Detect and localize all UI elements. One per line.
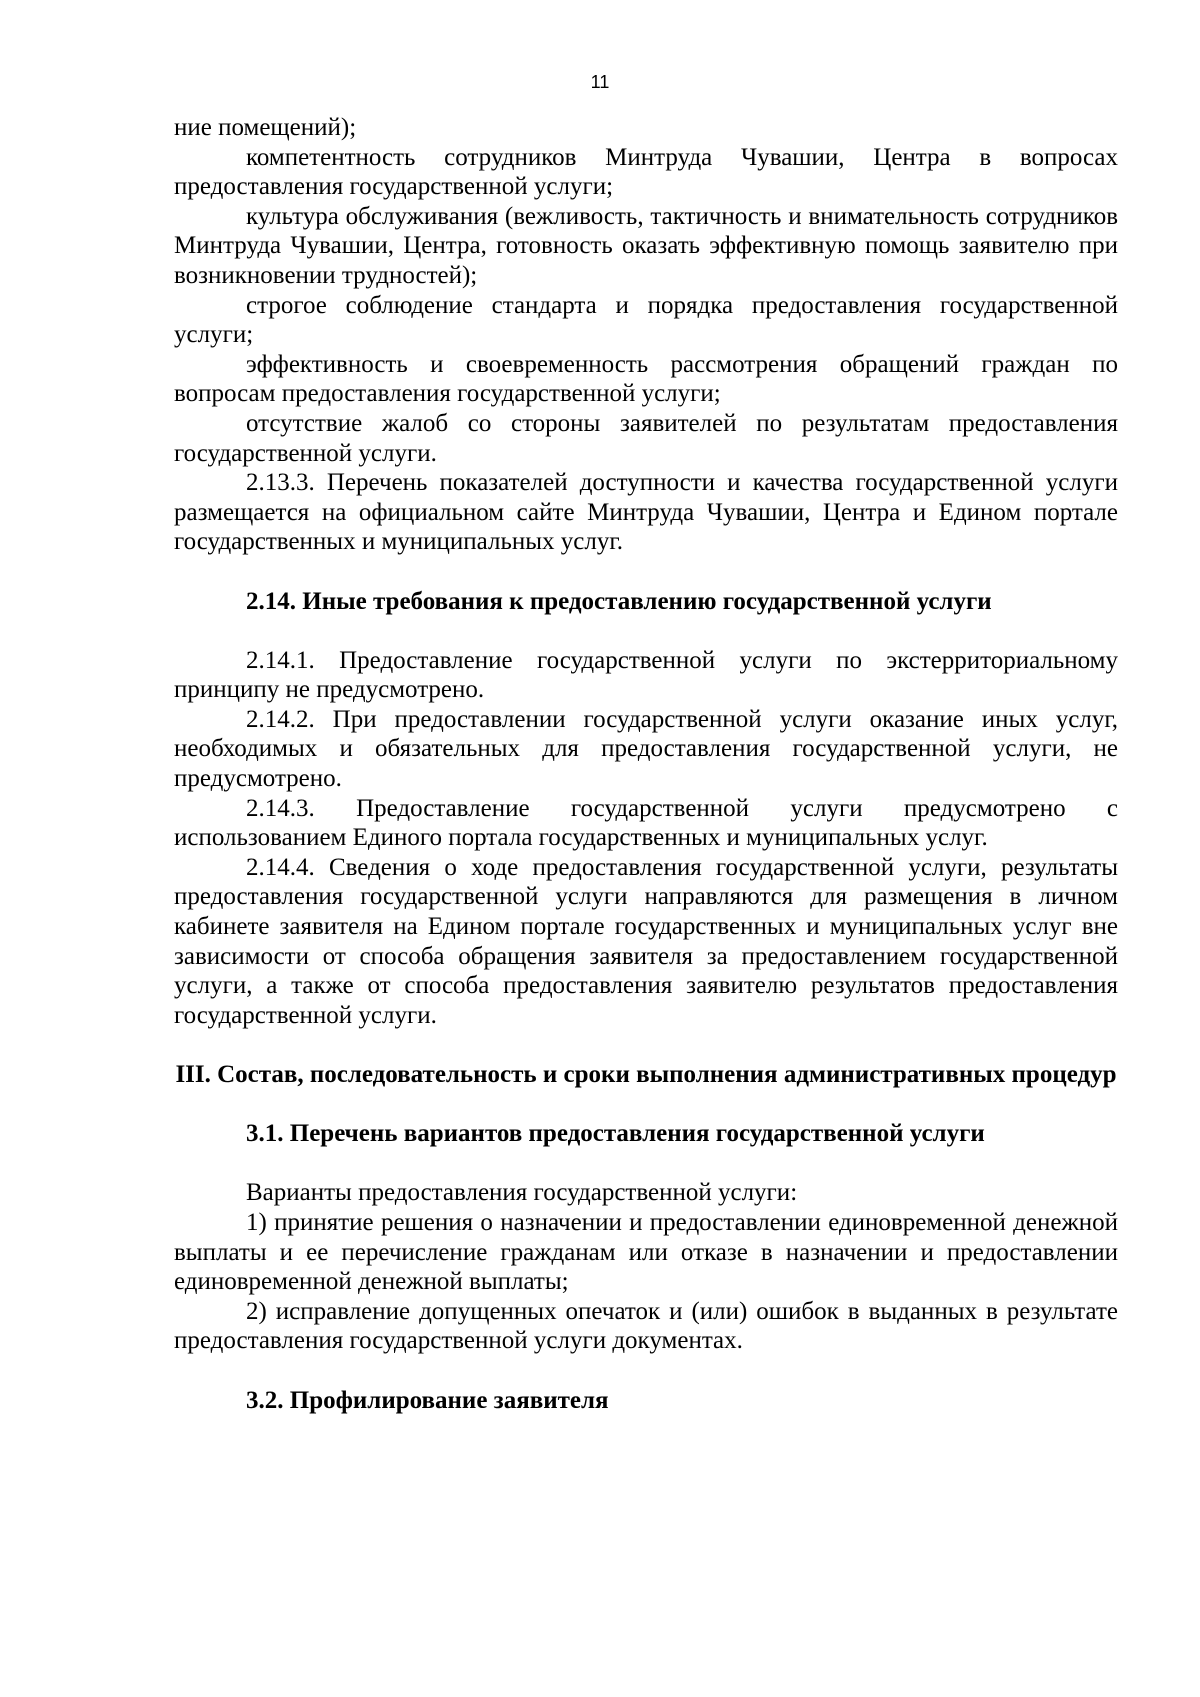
list-item: 1) принятие решения о назначении и предоставлении единовременной денежной выплаты и ее перечисление гражданам или отказе в назначении и предоставлении единовременной денежной выплаты; xyxy=(174,1208,1118,1296)
paragraph: ние помещений); xyxy=(174,114,357,141)
paragraph: 2.14.3. Предоставление государственной услуги предусмотрено с использованием Единого портала государственных и муниципальных услуг. xyxy=(174,794,1118,852)
page-number: 11 xyxy=(590,72,610,92)
paragraph: компетентность сотрудников Минтруда Чувашии, Центра в вопросах предоставления государственной услуги; xyxy=(174,143,1118,201)
spacer xyxy=(174,1149,1118,1179)
list-item: 2) исправление допущенных опечаток и (или) ошибок в выданных в результате предоставления государственной услуги документах. xyxy=(174,1297,1118,1355)
paragraph: отсутствие жалоб со стороны заявителей по результатам предоставления государственной услуги. xyxy=(174,409,1118,467)
section-heading-2-14: 2.14. Иные требования к предоставлению государственной услуги xyxy=(246,587,992,615)
paragraph: 2.13.3. Перечень показателей доступности и качества государственной услуги размещается на официальном сайте Минтруда Чувашии, Центра и Едином портале государственных и муниципальных услуг. xyxy=(174,469,1118,556)
paragraph: 2.14.4. Сведения о ходе предоставления государственной услуги, результаты предоставления государственной услуги направляются для размещения в личном кабинете заявителя на Едином портале государственных и муниципальных услуг вне зависимости от способа обращения заявителя за предоставлением государственной услуги, а также от способа предоставления заявителю результатов предоставления государственной услуги. xyxy=(174,853,1118,1029)
section-heading-3-1: 3.1. Перечень вариантов предоставления государственной услуги xyxy=(246,1120,985,1148)
spacer xyxy=(174,1356,1118,1386)
document-body xyxy=(174,113,1118,1415)
spacer xyxy=(174,1030,1118,1060)
spacer xyxy=(174,557,1118,587)
paragraph: эффективность и своевременность рассмотрения обращений граждан по вопросам предоставления государственной услуги; xyxy=(174,350,1118,408)
paragraph: 2.14.2. При предоставлении государственной услуги оказание иных услуг, необходимых и обязательных для предоставления государственной услуги, не предусмотрено. xyxy=(174,705,1118,793)
paragraph: Варианты предоставления государственной услуги: xyxy=(246,1179,798,1207)
spacer xyxy=(174,1090,1118,1120)
paragraph: культура обслуживания (вежливость, тактичность и внимательность сотрудников Минтруда Чувашии, Центра, готовность оказать эффективную помощь заявителю при возникновении трудностей); xyxy=(174,202,1118,289)
spacer xyxy=(174,616,1118,646)
paragraph: строгое соблюдение стандарта и порядка предоставления государственной услуги; xyxy=(174,291,1118,349)
chapter-heading-iii: III. Состав, последовательность и сроки выполнения административных процедур xyxy=(175,1061,1117,1088)
paragraph: 2.14.1. Предоставление государственной услуги по экстерриториальному принципу не предусмотрено. xyxy=(174,646,1118,704)
section-heading-3-2: 3.2. Профилирование заявителя xyxy=(246,1386,609,1414)
